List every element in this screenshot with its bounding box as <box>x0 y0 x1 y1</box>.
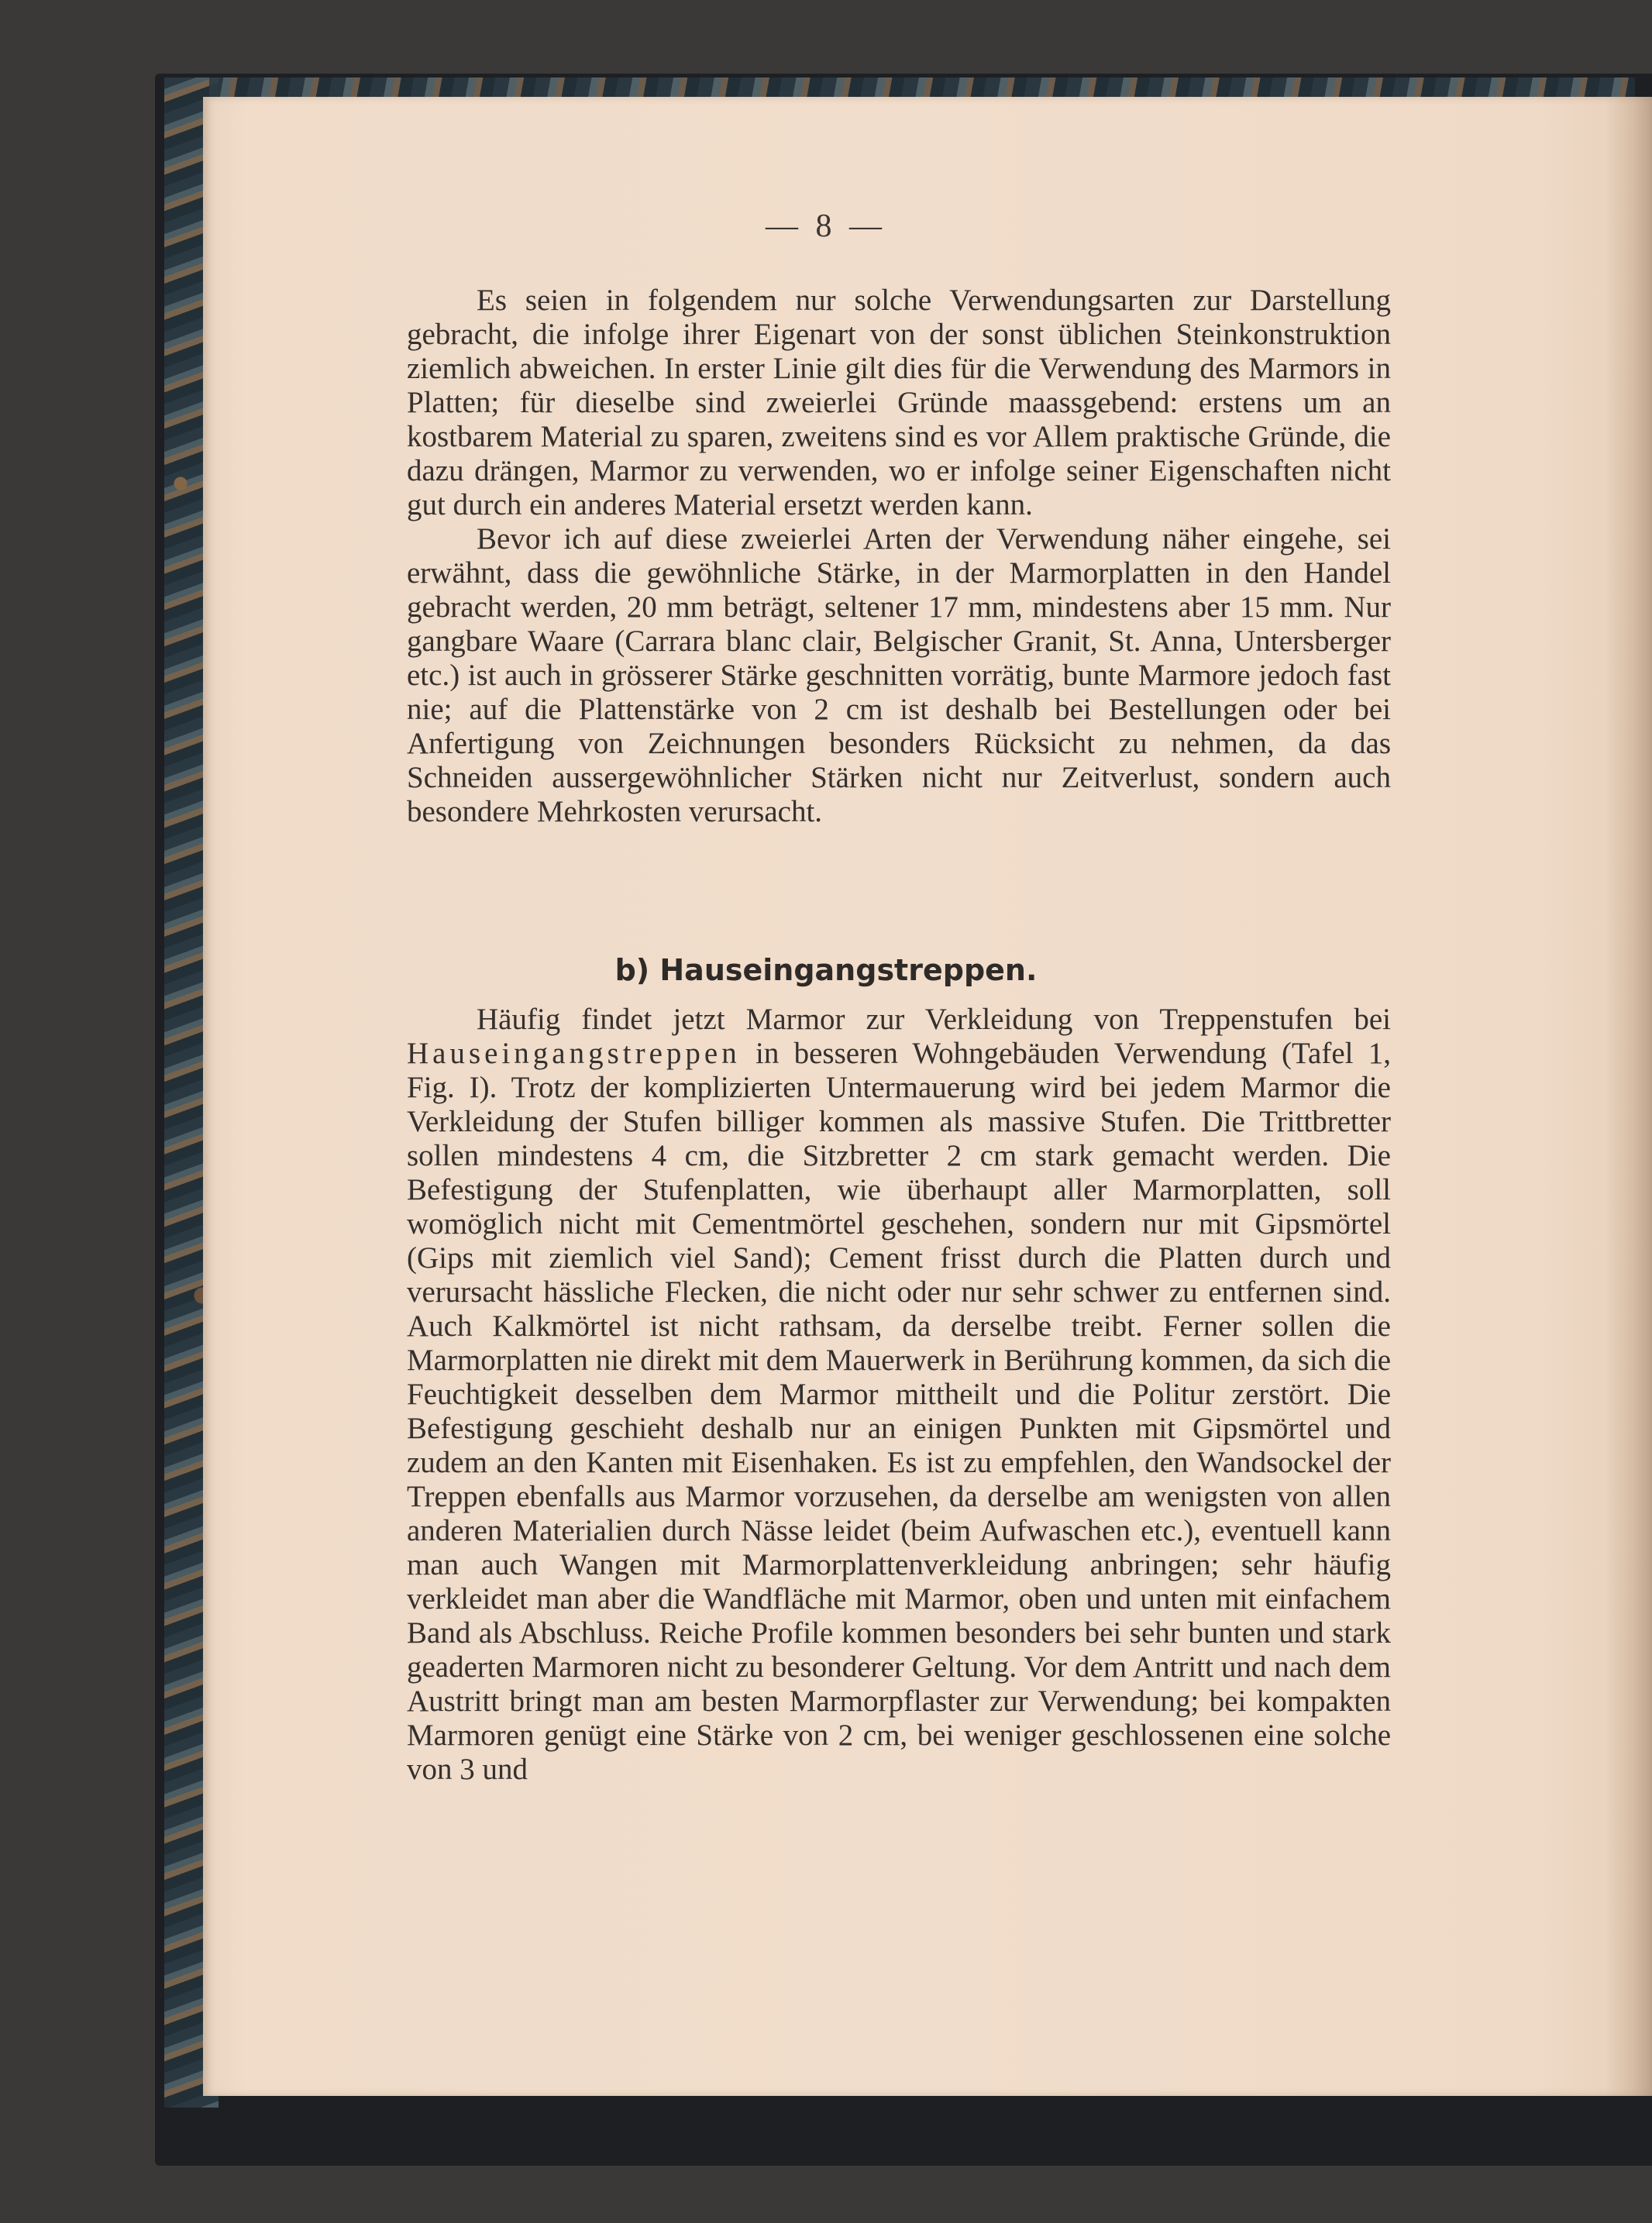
paragraph-1: Es seien in folgendem nur solche Verwendungsarten zur Darstellung gebracht, die infolge ihrer Eigenart von der sonst üblichen Steinkonstruktion ziemlich abweichen. In erster Linie gilt dies für die Verwendung des Marmors in Platten; für dieselbe sind zweierlei Gründe maassgebend: erstens um an kostbarem Material zu sparen, zweitens sind es vor Allem praktische Gründe, die dazu drängen, Marmor zu verwenden, wo er infolge seiner Eigenschaften nicht gut durch ein anderes Material ersetzt werden kann. <box>407 284 1391 521</box>
section-b-text <box>407 1003 1391 1787</box>
page-number: — 8 — <box>766 208 886 244</box>
section-a-text <box>407 284 1391 829</box>
paragraph-2: Bevor ich auf diese zweierlei Arten der Verwendung näher eingehe, sei erwähnt, dass die gewöhnliche Stärke, in der Marmorplatten in den Handel gebracht werden, 20 mm beträgt, seltener 17 mm, mindestens aber 15 mm. Nur gangbare Waare (Carrara blanc clair, Belgischer Granit, St. Anna, Untersberger etc.) ist auch in grösserer Stärke geschnitten vorrätig, bunte Marmore jedoch fast nie; auf die Plattenstärke von 2 cm ist deshalb bei Bestellungen oder bei Anfertigung von Zeichnungen besonders Rücksicht zu nehmen, da das Schneiden aussergewöhnlicher Stärken nicht nur Zeitverlust, sondern auch besondere Mehrkosten verursacht. <box>407 522 1391 828</box>
emphasized-term: Hauseingangstreppen <box>407 1037 741 1070</box>
page-edge-shadow <box>1606 97 1652 2096</box>
paragraph-3-lead: Häufig findet jetzt Marmor zur Verkleidung von Treppenstufen bei <box>477 1003 1391 1036</box>
paragraph-3-rest: in besseren Wohngebäuden Verwendung (Tafel 1, Fig. I). Trotz der komplizierten Untermauerung wird bei jedem Marmor die Verkleidung der Stufen billiger kommen als massive Stufen. Die Trittbretter sollen mindestens 4 cm, die Sitzbretter 2 cm stark gemacht werden. Die Befestigung der Stufenplatten, wie überhaupt aller Marmorplatten, soll womöglich nicht mit Cementmörtel geschehen, sondern nur mit Gipsmörtel (Gips mit ziemlich viel Sand); Cement frisst durch die Platten durch und verursacht hässliche Flecken, die nicht oder nur sehr schwer zu entfernen sind. Auch Kalkmörtel ist nicht rathsam, da derselbe treibt. Ferner sollen die Marmorplatten nie direkt mit dem Mauerwerk in Berührung kommen, da sich die Feuchtigkeit desselben dem Marmor mittheilt und die Politur zerstört. Die Befestigung geschieht deshalb nur an einigen Punkten mit Gipsmörtel und zudem an den Kanten mit Eisenhaken. Es ist zu empfehlen, den Wandsockel der Treppen ebenfalls aus Marmor vorzusehen, da derselbe am wenigsten von allen anderen Materialien durch Nässe leidet (beim Aufwaschen etc.), eventuell kann man auch Wangen mit Marmorplattenverkleidung anbringen; sehr häufig verkleidet man aber die Wandfläche mit Marmor, oben und unten mit einfachem Band als Abschluss. Reiche Profile kommen besonders bei sehr bunten und stark geaderten Marmoren nicht zu besonderer Geltung. Vor dem Antritt und nach dem Austritt bringt man am besten Marmorpflaster zur Verwendung; bei kompakten Marmoren genügt eine Stärke von 2 cm, bei weniger geschlossenen eine solche von 3 und <box>407 1037 1391 1786</box>
paragraph-3 <box>407 1003 1391 1787</box>
section-b-heading: b) Hauseingangstreppen. <box>614 953 1038 987</box>
